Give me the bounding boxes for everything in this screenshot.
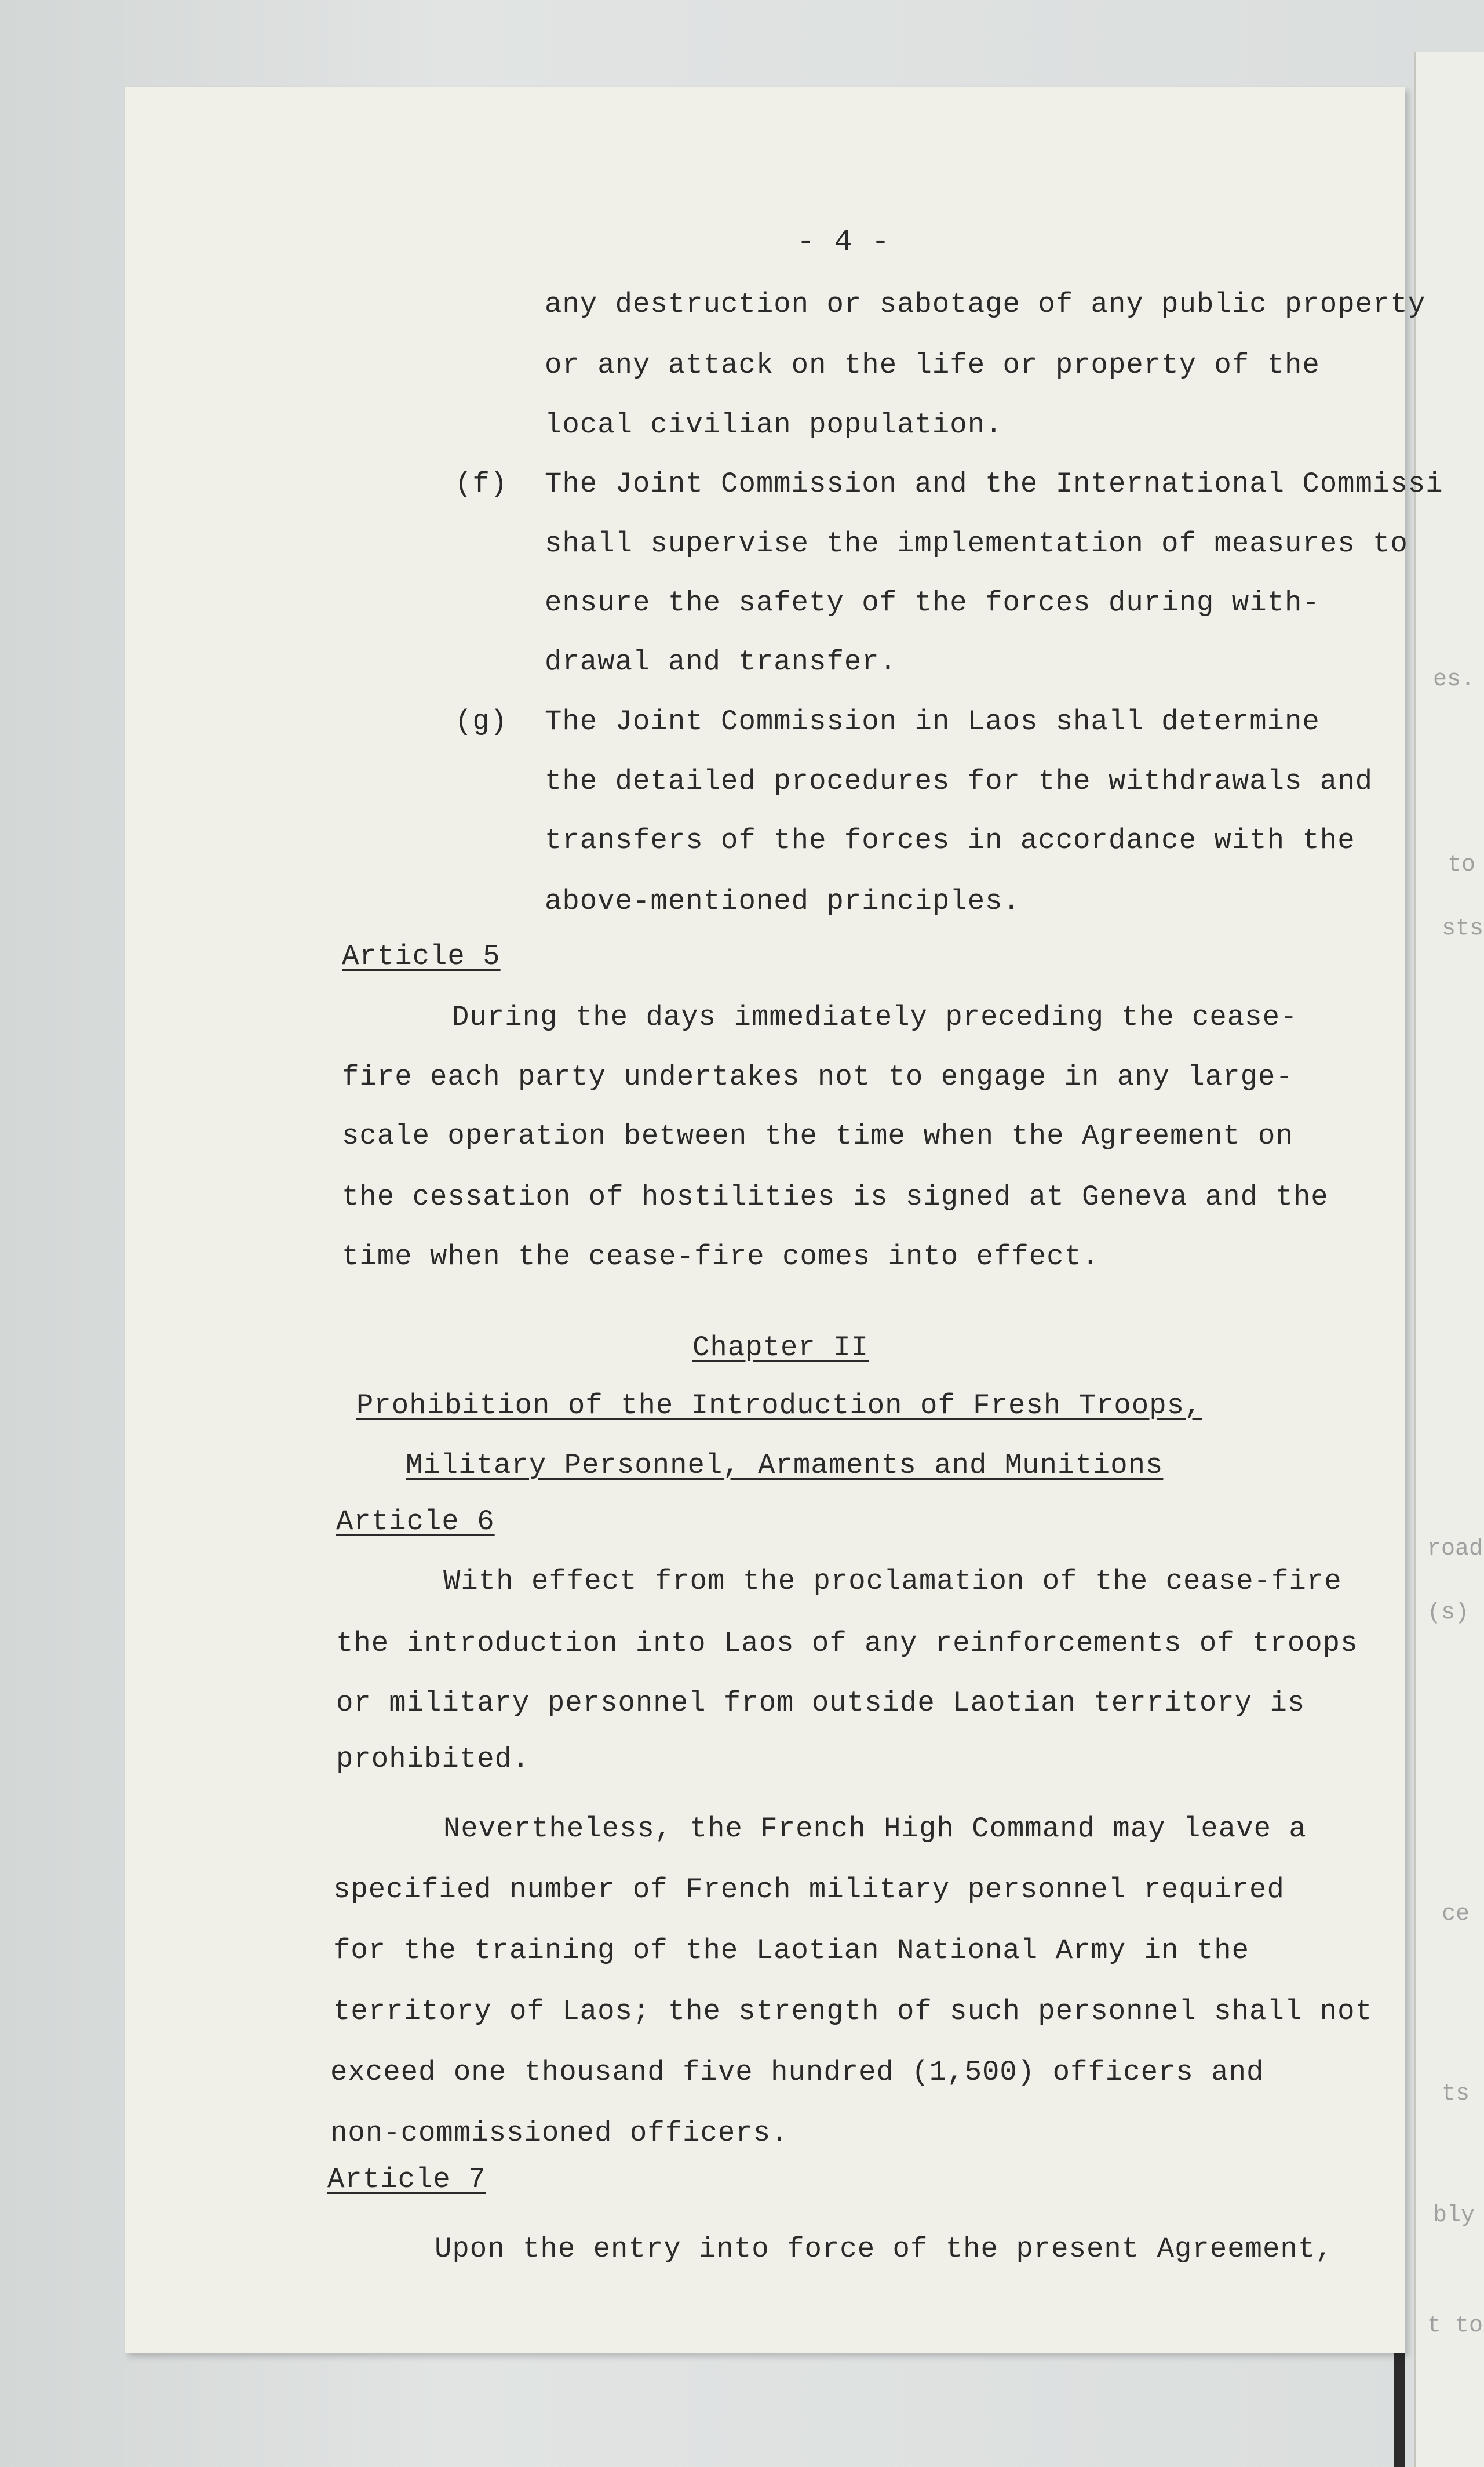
- text-line: non-commissioned officers.: [330, 2117, 789, 2149]
- text-line: the detailed procedures for the withdrawals and: [545, 765, 1373, 798]
- text-line: shall supervise the implementation of measures to: [545, 527, 1408, 560]
- text-line: ensure the safety of the forces during with-: [545, 587, 1320, 619]
- text-line: During the days immediately preceding the cease-: [452, 1001, 1298, 1034]
- text-line: Upon the entry into force of the present Agreement,: [435, 2233, 1333, 2265]
- text-line: The Joint Commission in Laos shall determine: [545, 705, 1320, 738]
- text-line: or military personnel from outside Laotian territory is: [336, 1687, 1306, 1719]
- margin-fragment: (s): [1427, 1600, 1470, 1626]
- adjacent-page-edge: [1414, 52, 1484, 2467]
- article-heading: Article 7: [327, 2163, 486, 2196]
- text-line: time when the cease-fire comes into effect.: [342, 1240, 1100, 1273]
- margin-fragment: bly: [1433, 2203, 1475, 2229]
- chapter-title: Prohibition of the Introduction of Fresh Troops,: [356, 1389, 1202, 1422]
- text-line: drawal and transfer.: [545, 646, 898, 678]
- text-line: above-mentioned principles.: [545, 885, 1020, 918]
- margin-fragment: t to: [1427, 2313, 1483, 2339]
- margin-fragment: road: [1427, 1536, 1483, 1562]
- item-label: (f): [455, 468, 508, 500]
- text-line: transfers of the forces in accordance with the: [545, 824, 1355, 857]
- margin-fragment: ts: [1442, 2081, 1470, 2107]
- chapter-heading: Chapter II: [692, 1331, 869, 1364]
- margin-fragment: es.: [1433, 667, 1475, 693]
- text-line: territory of Laos; the strength of such personnel shall not: [333, 1995, 1373, 2028]
- chapter-title: Military Personnel, Armaments and Munitions: [406, 1449, 1164, 1482]
- article-heading: Article 6: [336, 1505, 495, 1538]
- text-line: scale operation between the time when the Agreement on: [342, 1120, 1293, 1152]
- text-line: fire each party undertakes not to engage in any large-: [342, 1061, 1293, 1093]
- margin-fragment: sts: [1442, 916, 1484, 942]
- text-line: With effect from the proclamation of the cease-fire: [443, 1565, 1342, 1598]
- margin-fragment: to: [1447, 852, 1476, 878]
- text-line: or any attack on the life or property of the: [545, 349, 1320, 381]
- page-number: - 4 -: [797, 225, 891, 259]
- text-line: the introduction into Laos of any reinforcements of troops: [336, 1627, 1358, 1660]
- text-line: Nevertheless, the French High Command may leave a: [443, 1813, 1307, 1845]
- text-line: for the training of the Laotian National Army in the: [333, 1934, 1250, 1967]
- text-line: any destruction or sabotage of any public property: [545, 288, 1426, 321]
- text-line: specified number of French military personnel required: [333, 1873, 1285, 1906]
- article-heading: Article 5: [342, 940, 501, 973]
- text-line: prohibited.: [336, 1743, 530, 1775]
- text-line: The Joint Commission and the International Commissi: [545, 468, 1443, 500]
- margin-fragment: ce: [1442, 1901, 1470, 1927]
- text-line: local civilian population.: [545, 409, 1003, 441]
- item-label: (g): [455, 705, 508, 738]
- text-line: exceed one thousand five hundred (1,500) officers and: [330, 2056, 1264, 2088]
- text-line: the cessation of hostilities is signed at Geneva and the: [342, 1181, 1329, 1213]
